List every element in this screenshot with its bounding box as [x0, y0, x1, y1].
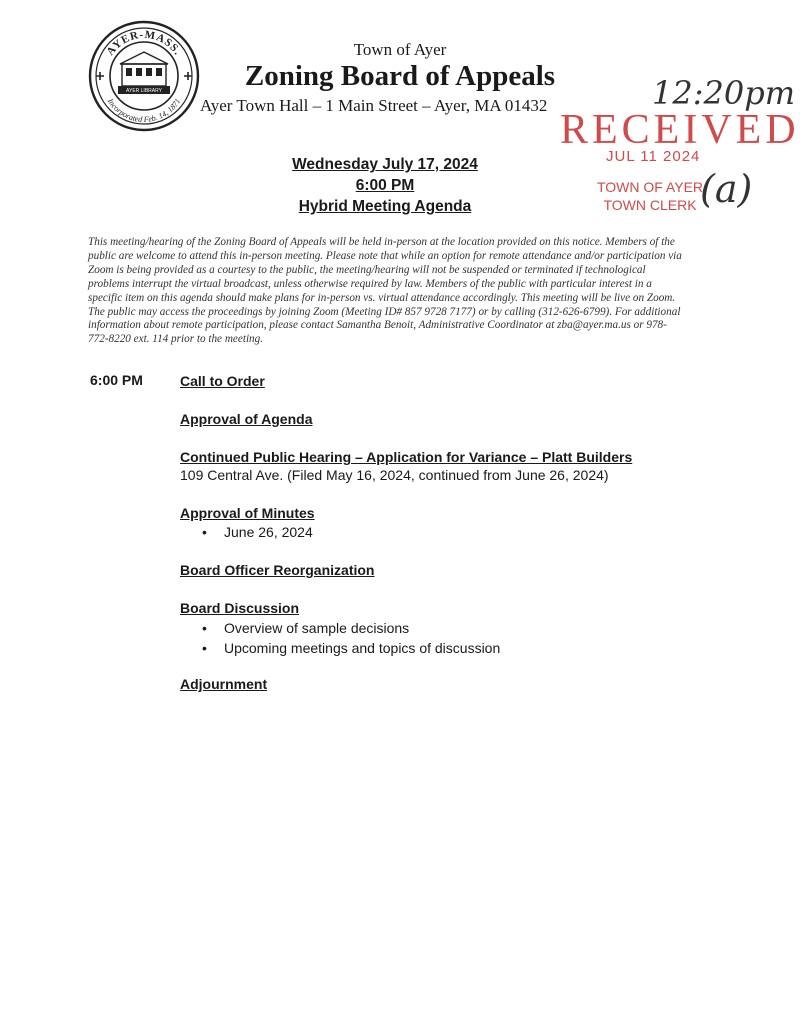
agenda-minutes-title: Approval of Minutes	[180, 505, 315, 521]
town-name: Town of Ayer	[353, 40, 447, 59]
svg-text:AYER-MASS.	[104, 29, 183, 58]
board-name: Zoning Board of Appeals	[244, 60, 556, 92]
meeting-info	[240, 154, 530, 217]
svg-text:(a): (a)	[700, 167, 753, 211]
received-stamp-text: RECEIVED	[560, 107, 800, 153]
svg-text:12:20pm: 12:20pm	[652, 74, 796, 112]
seal-top-text: AYER-MASS.	[104, 28, 184, 58]
meeting-time: 6:00 PM	[355, 177, 415, 194]
agenda-time: 6:00 PM	[90, 372, 143, 388]
agenda-call-to-order: Call to Order	[180, 373, 265, 389]
email-link[interactable]: zba@ayer.ma.us	[557, 319, 631, 332]
agenda-adjournment: Adjournment	[180, 676, 268, 692]
town-seal	[88, 20, 200, 132]
list-item: • Upcoming meetings and topics of discussion	[202, 640, 501, 656]
seal-bottom-text: Incorporated Feb. 14, 1871	[105, 96, 183, 125]
received-stamp-date: JUL 11 2024	[606, 148, 701, 165]
agenda-public-hearing-detail: 109 Central Ave. (Filed May 16, 2024, continued from June 26, 2024)	[180, 467, 609, 483]
address: Ayer Town Hall – 1 Main Street – Ayer, MA 01432	[200, 96, 548, 115]
remote-participation-notice: This meeting/hearing of the Zoning Board of Appeals will be held in-person at the location provided on this notice. Members of the public are welcome to attend this in-person meeting. Please note that while an option for remote attendance and/or participation via Zoom is being provided as a courtesy to the public, the meeting/hearing will not be suspended or terminated if technological problems interrupt the virtual broadcast, unless otherwise required by law. Members of the public with particular interest in a specific item on this agenda should make plans for in-person vs. virtual attendance accordingly. This meeting will be live on Zoom. The public may access the proceedings by joining Zoom (Meeting ID# 857 9728 7177) or by calling (312-626-6799). For additional information about remote participation, please contact Samantha Benoit, Administrative Coordinator at zba@ayer.ma.us or 978-772-8220 ext. 114 prior to the meeting.	[88, 236, 682, 346]
agenda-officer-reorganization: Board Officer Reorganization	[180, 562, 375, 578]
list-item: • Overview of sample decisions	[202, 620, 410, 636]
agenda-discussion-title: Board Discussion	[180, 600, 300, 616]
agenda-approval-of-agenda: Approval of Agenda	[180, 411, 313, 427]
meeting-type: Hybrid Meeting Agenda	[298, 198, 472, 215]
handwritten-initials	[698, 158, 753, 216]
list-item: • June 26, 2024	[202, 524, 313, 540]
received-stamp-office: TOWN OF AYER TOWN CLERK	[596, 179, 704, 213]
agenda-public-hearing-title: Continued Public Hearing – Application for Variance – Platt Builders	[180, 449, 633, 465]
meeting-date: Wednesday July 17, 2024	[292, 156, 478, 173]
seal-building-label: AYER LIBRARY	[126, 88, 162, 94]
